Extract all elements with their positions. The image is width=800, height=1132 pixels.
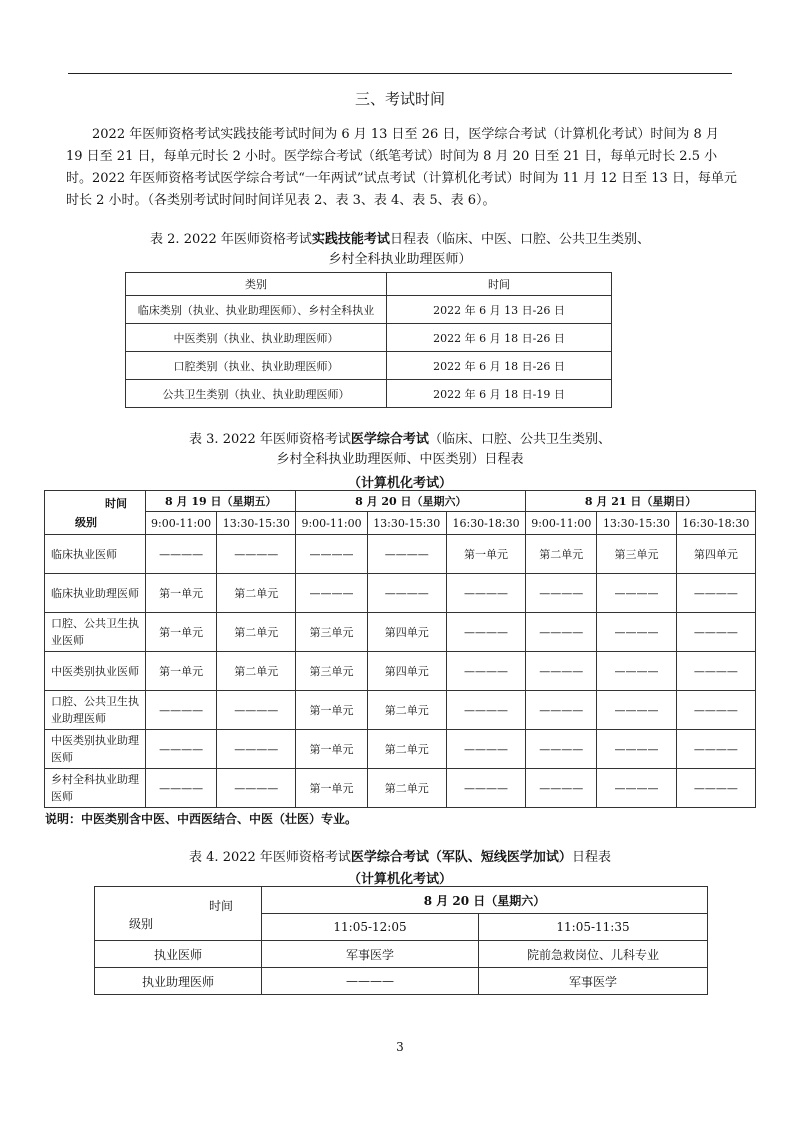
table3-cell: 第二单元 xyxy=(217,613,296,652)
table3-cell: 第二单元 xyxy=(367,769,446,808)
table3-cell: 第二单元 xyxy=(217,574,296,613)
table4-level: 执业医师 xyxy=(95,941,262,968)
table3-cell: 第一单元 xyxy=(146,652,217,691)
table3-cell: ———— xyxy=(296,574,367,613)
table4-cell: ———— xyxy=(262,968,479,995)
table3-corner xyxy=(45,491,146,535)
table3-cell: ———— xyxy=(146,535,217,574)
table3-cell: 第四单元 xyxy=(676,535,755,574)
table3-level: 临床执业助理医师 xyxy=(45,574,146,613)
table3-cell: 第一单元 xyxy=(296,730,367,769)
table3-cell: ———— xyxy=(526,613,597,652)
table3-level: 口腔、公共卫生执业医师 xyxy=(45,613,146,652)
table4-caption: 表 4. 2022 年医师资格考试医学综合考试（军队、短线医学加试）日程表 xyxy=(189,850,611,865)
table3-cell: ———— xyxy=(446,730,525,769)
table3-cell: ———— xyxy=(146,769,217,808)
table3-cell: ———— xyxy=(676,691,755,730)
table3-day: 8 月 19 日（星期五） xyxy=(146,491,296,512)
table2-time: 2022 年 6 月 13 日-26 日 xyxy=(387,296,612,324)
table3-level: 中医类别执业助理医师 xyxy=(45,730,146,769)
table3-cell: ———— xyxy=(676,613,755,652)
table3-cell: ———— xyxy=(526,769,597,808)
table2-category: 口腔类别（执业、执业助理医师） xyxy=(126,352,387,380)
table3-cell: ———— xyxy=(217,535,296,574)
corner-level-label: 级别 xyxy=(75,516,97,529)
header-rule xyxy=(68,73,732,74)
table3-level: 中医类别执业医师 xyxy=(45,652,146,691)
table3-slot: 13:30-15:30 xyxy=(217,512,296,535)
table3-cell: ———— xyxy=(446,769,525,808)
table-row xyxy=(126,352,612,380)
table4-corner xyxy=(95,887,262,941)
table3-level: 口腔、公共卫生执业助理医师 xyxy=(45,691,146,730)
table3-cell: 第一单元 xyxy=(146,574,217,613)
table3-cell: ———— xyxy=(597,730,676,769)
table3-cell: ———— xyxy=(446,613,525,652)
table2-time: 2022 年 6 月 18 日-26 日 xyxy=(387,352,612,380)
table-row xyxy=(45,535,756,574)
table3-cell: ———— xyxy=(526,691,597,730)
table3-cell: ———— xyxy=(597,613,676,652)
table3-slot: 16:30-18:30 xyxy=(446,512,525,535)
table3-note: 说明：中医类别含中医、中西医结合、中医（壮医）专业。 xyxy=(45,812,358,826)
table3-cell: 第三单元 xyxy=(296,652,367,691)
table3-cell: 第一单元 xyxy=(446,535,525,574)
table3-level: 乡村全科执业助理医师 xyxy=(45,769,146,808)
table3-cell: ———— xyxy=(146,730,217,769)
table4-level: 执业助理医师 xyxy=(95,968,262,995)
table4-subcaption: （计算机化考试） xyxy=(347,872,452,887)
table3-cell: ———— xyxy=(367,535,446,574)
table-row xyxy=(45,574,756,613)
table3-cell: ———— xyxy=(676,652,755,691)
table-row xyxy=(45,613,756,652)
table3-cell: ———— xyxy=(217,730,296,769)
table2-header-time: 时间 xyxy=(387,273,612,296)
table4-slot: 11:05-11:35 xyxy=(479,914,708,941)
table-row xyxy=(126,296,612,324)
intro-paragraph: 2022 年医师资格考试实践技能考试时间为 6 月 13 日至 26 日，医学综合考试（计算机化考试）时间为 8 月 19 日至 21 日，每单元时长 2 小时。医学综合考试（纸笔考试）时间为 8 月 20 日至 21 日，每单元时长 2.5 小时。2022 年医师资格考试医学综合考试“一年两试”试点考试（计算机化考试）时间为 11 月 12 日至 13 日，每单元时长 2 小时。（各类别考试时间时间详见表 2、表 3、表 4、表 5、表 6）。 xyxy=(66,127,737,208)
corner-time-label: 时间 xyxy=(208,899,233,913)
table3-cell: ———— xyxy=(526,652,597,691)
table3-caption: 表 3. 2022 年医师资格考试医学综合考试（临床、口腔、公共卫生类别、 乡村全科执业助理医师、中医类别）日程表 xyxy=(189,432,611,467)
table3-slot: 9:00-11:00 xyxy=(526,512,597,535)
table3-cell: ———— xyxy=(446,574,525,613)
table4-day: 8 月 20 日（星期六） xyxy=(262,887,708,914)
table-row xyxy=(45,691,756,730)
table3-cell: ———— xyxy=(597,652,676,691)
table3-cell: 第四单元 xyxy=(367,652,446,691)
table3 xyxy=(44,490,756,808)
table3-cell: ———— xyxy=(597,769,676,808)
table2-caption: 表 2. 2022 年医师资格考试实践技能考试日程表（临床、中医、口腔、公共卫生类别、 乡村全科执业助理医师） xyxy=(150,232,650,267)
table3-cell: 第四单元 xyxy=(367,613,446,652)
table3-subcaption: （计算机化考试） xyxy=(347,476,452,491)
page-number: 3 xyxy=(396,1040,404,1054)
table3-day: 8 月 21 日（星期日） xyxy=(526,491,756,512)
table3-cell: 第一单元 xyxy=(296,769,367,808)
table3-cell: ———— xyxy=(217,769,296,808)
table3-level: 临床执业医师 xyxy=(45,535,146,574)
table3-cell: ———— xyxy=(597,691,676,730)
table4-cell: 院前急救岗位、儿科专业 xyxy=(479,941,708,968)
table3-cell: ———— xyxy=(217,691,296,730)
table3-cell: ———— xyxy=(597,574,676,613)
table3-cell: ———— xyxy=(296,535,367,574)
table2-category: 公共卫生类别（执业、执业助理医师） xyxy=(126,380,387,408)
table3-cell: ———— xyxy=(676,769,755,808)
table2-time: 2022 年 6 月 18 日-19 日 xyxy=(387,380,612,408)
table3-cell: 第一单元 xyxy=(146,613,217,652)
corner-time-label: 时间 xyxy=(105,497,127,510)
table3-cell: 第一单元 xyxy=(296,691,367,730)
table3-cell: 第二单元 xyxy=(217,652,296,691)
table3-cell: ———— xyxy=(676,730,755,769)
table3-slot: 9:00-11:00 xyxy=(296,512,367,535)
table3-slot: 16:30-18:30 xyxy=(676,512,755,535)
table-row xyxy=(45,652,756,691)
corner-level-label: 级别 xyxy=(129,917,154,931)
table3-cell: 第三单元 xyxy=(597,535,676,574)
table-row xyxy=(95,941,708,968)
table3-slot: 13:30-15:30 xyxy=(367,512,446,535)
table3-cell: ———— xyxy=(146,691,217,730)
table3-cell: 第三单元 xyxy=(296,613,367,652)
table3-cell: 第二单元 xyxy=(526,535,597,574)
table4-cell: 军事医学 xyxy=(479,968,708,995)
table-row xyxy=(126,324,612,352)
table2 xyxy=(125,272,612,408)
table-row xyxy=(126,380,612,408)
table-row xyxy=(45,730,756,769)
table3-cell: 第二单元 xyxy=(367,730,446,769)
table-row xyxy=(95,968,708,995)
table2-header-category: 类别 xyxy=(126,273,387,296)
table-row xyxy=(45,769,756,808)
table4-slot: 11:05-12:05 xyxy=(262,914,479,941)
table3-cell: ———— xyxy=(676,574,755,613)
section-title: 三、考试时间 xyxy=(354,90,445,108)
table3-slot: 13:30-15:30 xyxy=(597,512,676,535)
table3-cell: ———— xyxy=(526,574,597,613)
table2-time: 2022 年 6 月 18 日-26 日 xyxy=(387,324,612,352)
table3-cell: ———— xyxy=(367,574,446,613)
table3-cell: ———— xyxy=(446,691,525,730)
table3-cell: ———— xyxy=(526,730,597,769)
table2-category: 中医类别（执业、执业助理医师） xyxy=(126,324,387,352)
table2-category: 临床类别（执业、执业助理医师）、乡村全科执业 xyxy=(126,296,387,324)
table3-cell: ———— xyxy=(446,652,525,691)
table3-slot: 9:00-11:00 xyxy=(146,512,217,535)
table4 xyxy=(94,886,708,995)
table3-cell: 第二单元 xyxy=(367,691,446,730)
table3-day: 8 月 20 日（星期六） xyxy=(296,491,526,512)
table4-cell: 军事医学 xyxy=(262,941,479,968)
